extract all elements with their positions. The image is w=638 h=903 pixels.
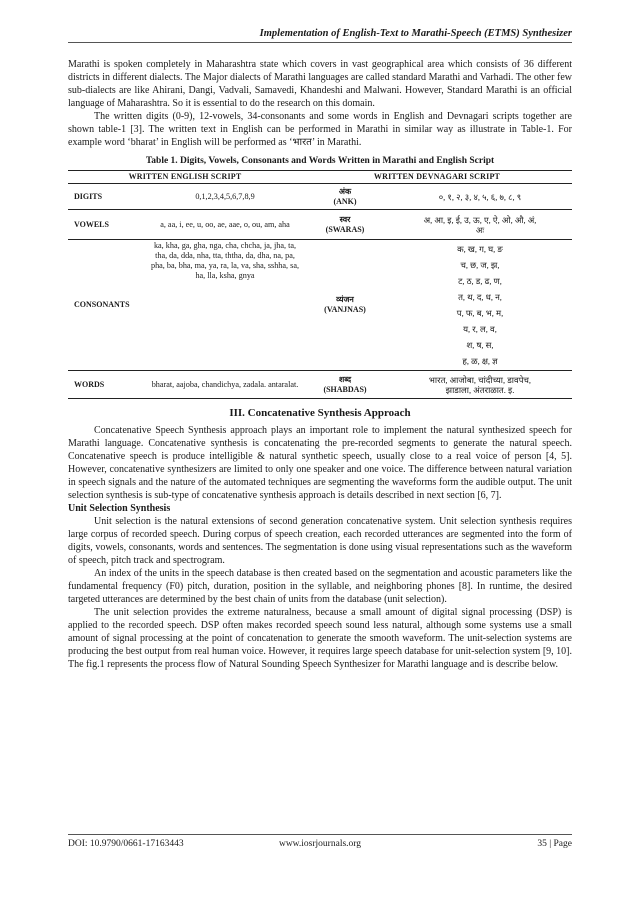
devnagari-line: प, फ, ब, भ, म, bbox=[456, 308, 504, 318]
row-devnagari bbox=[388, 184, 572, 210]
section-paragraph-3: An index of the units in the speech database is then created based on the segmentation and acoustic parameters like the fundamental frequency (F0) pitch, duration, position in the syllable, and neighboring phones [8]. In runtime, the desired targeted utterances are determined by the best chain of units from the database (unit selection). bbox=[68, 568, 572, 605]
row-devnagari bbox=[388, 371, 572, 399]
table-caption: Table 1. Digits, Vowels, Consonants and Words Written in Marathi and English Script bbox=[145, 156, 495, 166]
dev-roman: (SWARAS) bbox=[325, 224, 365, 234]
row-english: 0,1,2,3,4,5,6,7,8,9 bbox=[148, 184, 302, 210]
row-dev-name bbox=[302, 184, 388, 210]
page-footer bbox=[68, 834, 572, 849]
devnagari-line: ०, १, २, ३, ४, ५, ६, ७, ८, ९ bbox=[438, 191, 522, 202]
table-row bbox=[68, 210, 572, 240]
row-devnagari bbox=[388, 210, 572, 240]
row-devnagari bbox=[388, 240, 572, 371]
section-paragraph-4: The unit selection provides the extreme naturalness, because a small amount of digital signal processing (DSP) is applied to the recorded speech. DSP often makes recorded speech sound less natural, although some systems use a small amount of signal processing at the point of concatenation to generate the smooth waveform. The unit-selection systems are producing the best output from real human voice. However, it requires large speech database for unit-selection system [9, 10]. The fig.1 represents the process flow of Natural Sounding Speech Synthesizer for Marathi language and is describe below. bbox=[68, 607, 572, 670]
dev-name: स्वर bbox=[339, 214, 351, 224]
dev-roman: (SHABDAS) bbox=[323, 384, 367, 394]
intro-paragraph-2: The written digits (0-9), 12-vowels, 34-consonants and some words in English and Devnagari scripts together are shown table-1 [3]. The written text in English can be performed in Marathi in similar way as illustrate in Table-1. For example word ‘bharat’ in English will be performed as ‘भारत’ in Marathi. bbox=[68, 111, 572, 148]
dev-roman: (ANK) bbox=[333, 196, 357, 206]
running-header: Implementation of English-Text to Marathi-Speech (ETMS) Synthesizer bbox=[68, 28, 572, 43]
footer-page-number: 35 | Page bbox=[537, 839, 572, 849]
devnagari-line: भारत, आजोबा, चांदीच्या, डावपेच, bbox=[428, 374, 532, 385]
subsection-heading: Unit Selection Synthesis bbox=[68, 503, 171, 514]
footer-website: www.iosrjournals.org bbox=[278, 839, 362, 849]
devnagari-line: श, ष, स, bbox=[466, 340, 494, 350]
row-category: CONSONANTS bbox=[68, 240, 148, 371]
dev-name: व्यंजन bbox=[336, 295, 354, 304]
table-header-row bbox=[68, 171, 572, 184]
header-written-english: WRITTEN ENGLISH SCRIPT bbox=[68, 171, 302, 184]
row-english: ka, kha, ga, gha, nga, cha, chcha, ja, jha, ta, tha, da, dda, nha, tta, ththa, da, dha, na, pa, pha, ba, bha, ma, ya, ra, la, va, sha, sshha, sa, ha, lla, ksha, gnya bbox=[148, 240, 302, 371]
row-dev-name bbox=[302, 371, 388, 399]
intro-paragraph-1: Marathi is spoken completely in Maharashtra state which covers in vast geographical area which consists of 36 different districts in different dialects. The Major dialects of Marathi languages are called standard Marathi and Varhadi. The other few sub-dialects are like Ahirani, Dangi, Vadvali, Samavedi, Khandeshi and Malwani. However, Standard Marathi is an official language of Maharashtra. So it is essential to do the research on this domain. bbox=[68, 59, 572, 109]
row-dev-name bbox=[302, 210, 388, 240]
section-heading: III. Concatenative Synthesis Approach bbox=[229, 407, 411, 419]
devnagari-line: अ, आ, इ, ई, उ, ऊ, ए, ऐ, ओ, औ, अं, bbox=[423, 214, 537, 225]
dev-roman: (VANJNAS) bbox=[324, 305, 366, 314]
section-paragraph-1: Concatenative Speech Synthesis approach plays an important role to implement the natural synthesized speech for Marathi language. Concatenative synthesis is concatenating the pre-recorded segments to generate the natural speech. Concatenative speech is produce intelligible & natural synthetic speech, usually close to a real voice of person [4, 5]. However, concatenative synthesizers are limited to only one speaker and one voice. The difference between natural variation in speech signals and the nature of the automated techniques are segmenting the waveforms form the audible output. The unit selection synthesis is sub-type of concatenative synthesis approach is details described in next section [6, 7]. bbox=[68, 425, 572, 501]
row-category: VOWELS bbox=[68, 210, 148, 240]
table-row bbox=[68, 240, 572, 371]
row-english: a, aa, i, ee, u, oo, ae, aae, o, ou, am, aha bbox=[148, 210, 302, 240]
footer-doi: DOI: 10.9790/0661-17163443 bbox=[68, 839, 184, 849]
dev-name: अंक bbox=[338, 186, 352, 196]
row-english: bharat, aajoba, chandichya, zadala. antaralat. bbox=[148, 371, 302, 399]
devnagari-line: च, छ, ज, झ, bbox=[460, 260, 500, 270]
table-row bbox=[68, 184, 572, 210]
devnagari-line: त, थ, द, ध, न, bbox=[458, 292, 502, 302]
devnagari-line: ह, ळ, क्ष, ज्ञ bbox=[462, 356, 498, 366]
dev-name: शब्द bbox=[338, 374, 352, 384]
devnagari-line: य, र, ल, व, bbox=[463, 324, 497, 334]
devnagari-line: ट, ठ, ड, ढ, ण, bbox=[458, 276, 502, 286]
header-written-devnagari: WRITTEN DEVNAGARI SCRIPT bbox=[302, 171, 572, 184]
devnagari-line: अः bbox=[475, 224, 485, 235]
table-row bbox=[68, 371, 572, 399]
section-paragraph-2: Unit selection is the natural extensions of second generation concatenative system. Unit selection synthesis requires large corpus of recorded speech. During corpus of speech creation, each recorded utterances are segmented into the form of digits, vowels, consonants, words and sentences. The segmentation is done using visual representations such as the waveform of speech, pitch track and spectrogram. bbox=[68, 516, 572, 566]
row-category: DIGITS bbox=[68, 184, 148, 210]
devnagari-line: झाडाला, अंतराळात. इ. bbox=[445, 384, 515, 395]
row-dev-name bbox=[302, 240, 388, 371]
row-category: WORDS bbox=[68, 371, 148, 399]
table-1 bbox=[68, 170, 572, 399]
page-body bbox=[68, 58, 572, 671]
devnagari-line: क, ख, ग, घ, ङ bbox=[457, 244, 503, 254]
